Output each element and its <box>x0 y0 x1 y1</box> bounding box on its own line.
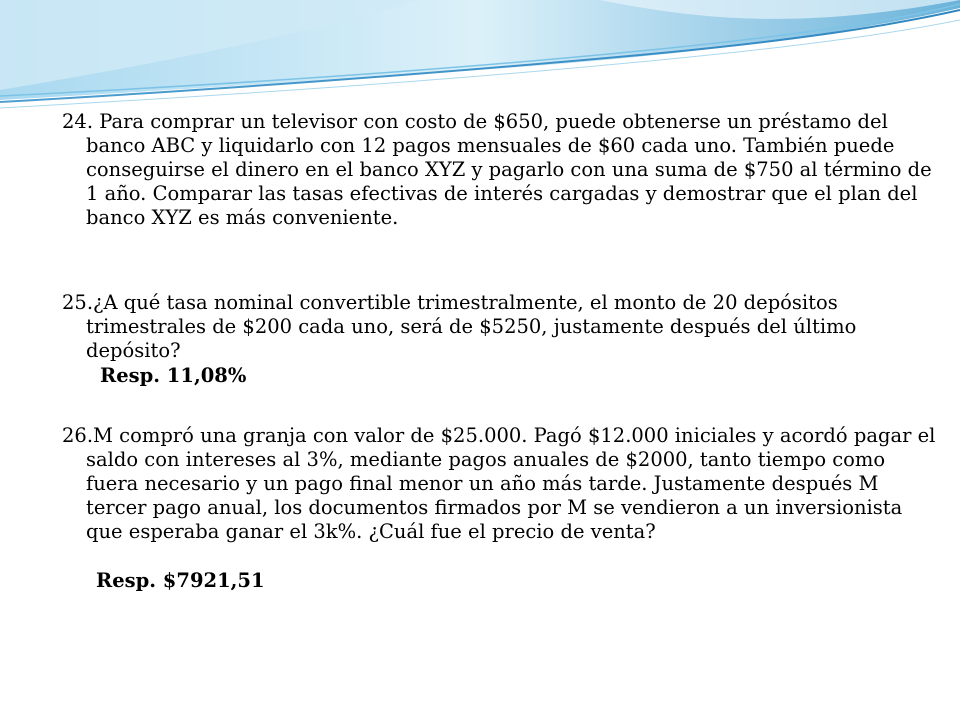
answer-26: Resp. $7921,51 <box>96 569 265 592</box>
problem-25: 25.¿A qué tasa nominal convertible trimestralmente, el monto de 20 depósitos trimestrales de $200 cada uno, será de $5250, justamente después del último depósito? <box>62 291 857 362</box>
problem-24: 24. Para comprar un televisor con costo de $650, puede obtenerse un préstamo del banco ABC y liquidarlo con 12 pagos mensuales de $60 cada uno. También puede conseguirse el dinero en el banco XYZ y pagarlo con una suma de $750 al término de 1 año. Comparar las tasas efectivas de interés cargadas y demostrar que el plan del banco XYZ es más conveniente. <box>62 110 932 229</box>
problem-26: 26.M compró una granja con valor de $25.000. Pagó $12.000 iniciales y acordó pagar el saldo con intereses al 3%, mediante pagos anuales de $2000, tanto tiempo como fuera necesario y un pago final menor un año más tarde. Justamente después M tercer pago anual, los documentos firmados por M se vendieron a un inversionista que esperaba ganar el 3k%. ¿Cuál fue el precio de venta? <box>62 424 936 543</box>
answer-25: Resp. 11,08% <box>100 364 247 387</box>
header-wave-decoration <box>0 0 960 120</box>
